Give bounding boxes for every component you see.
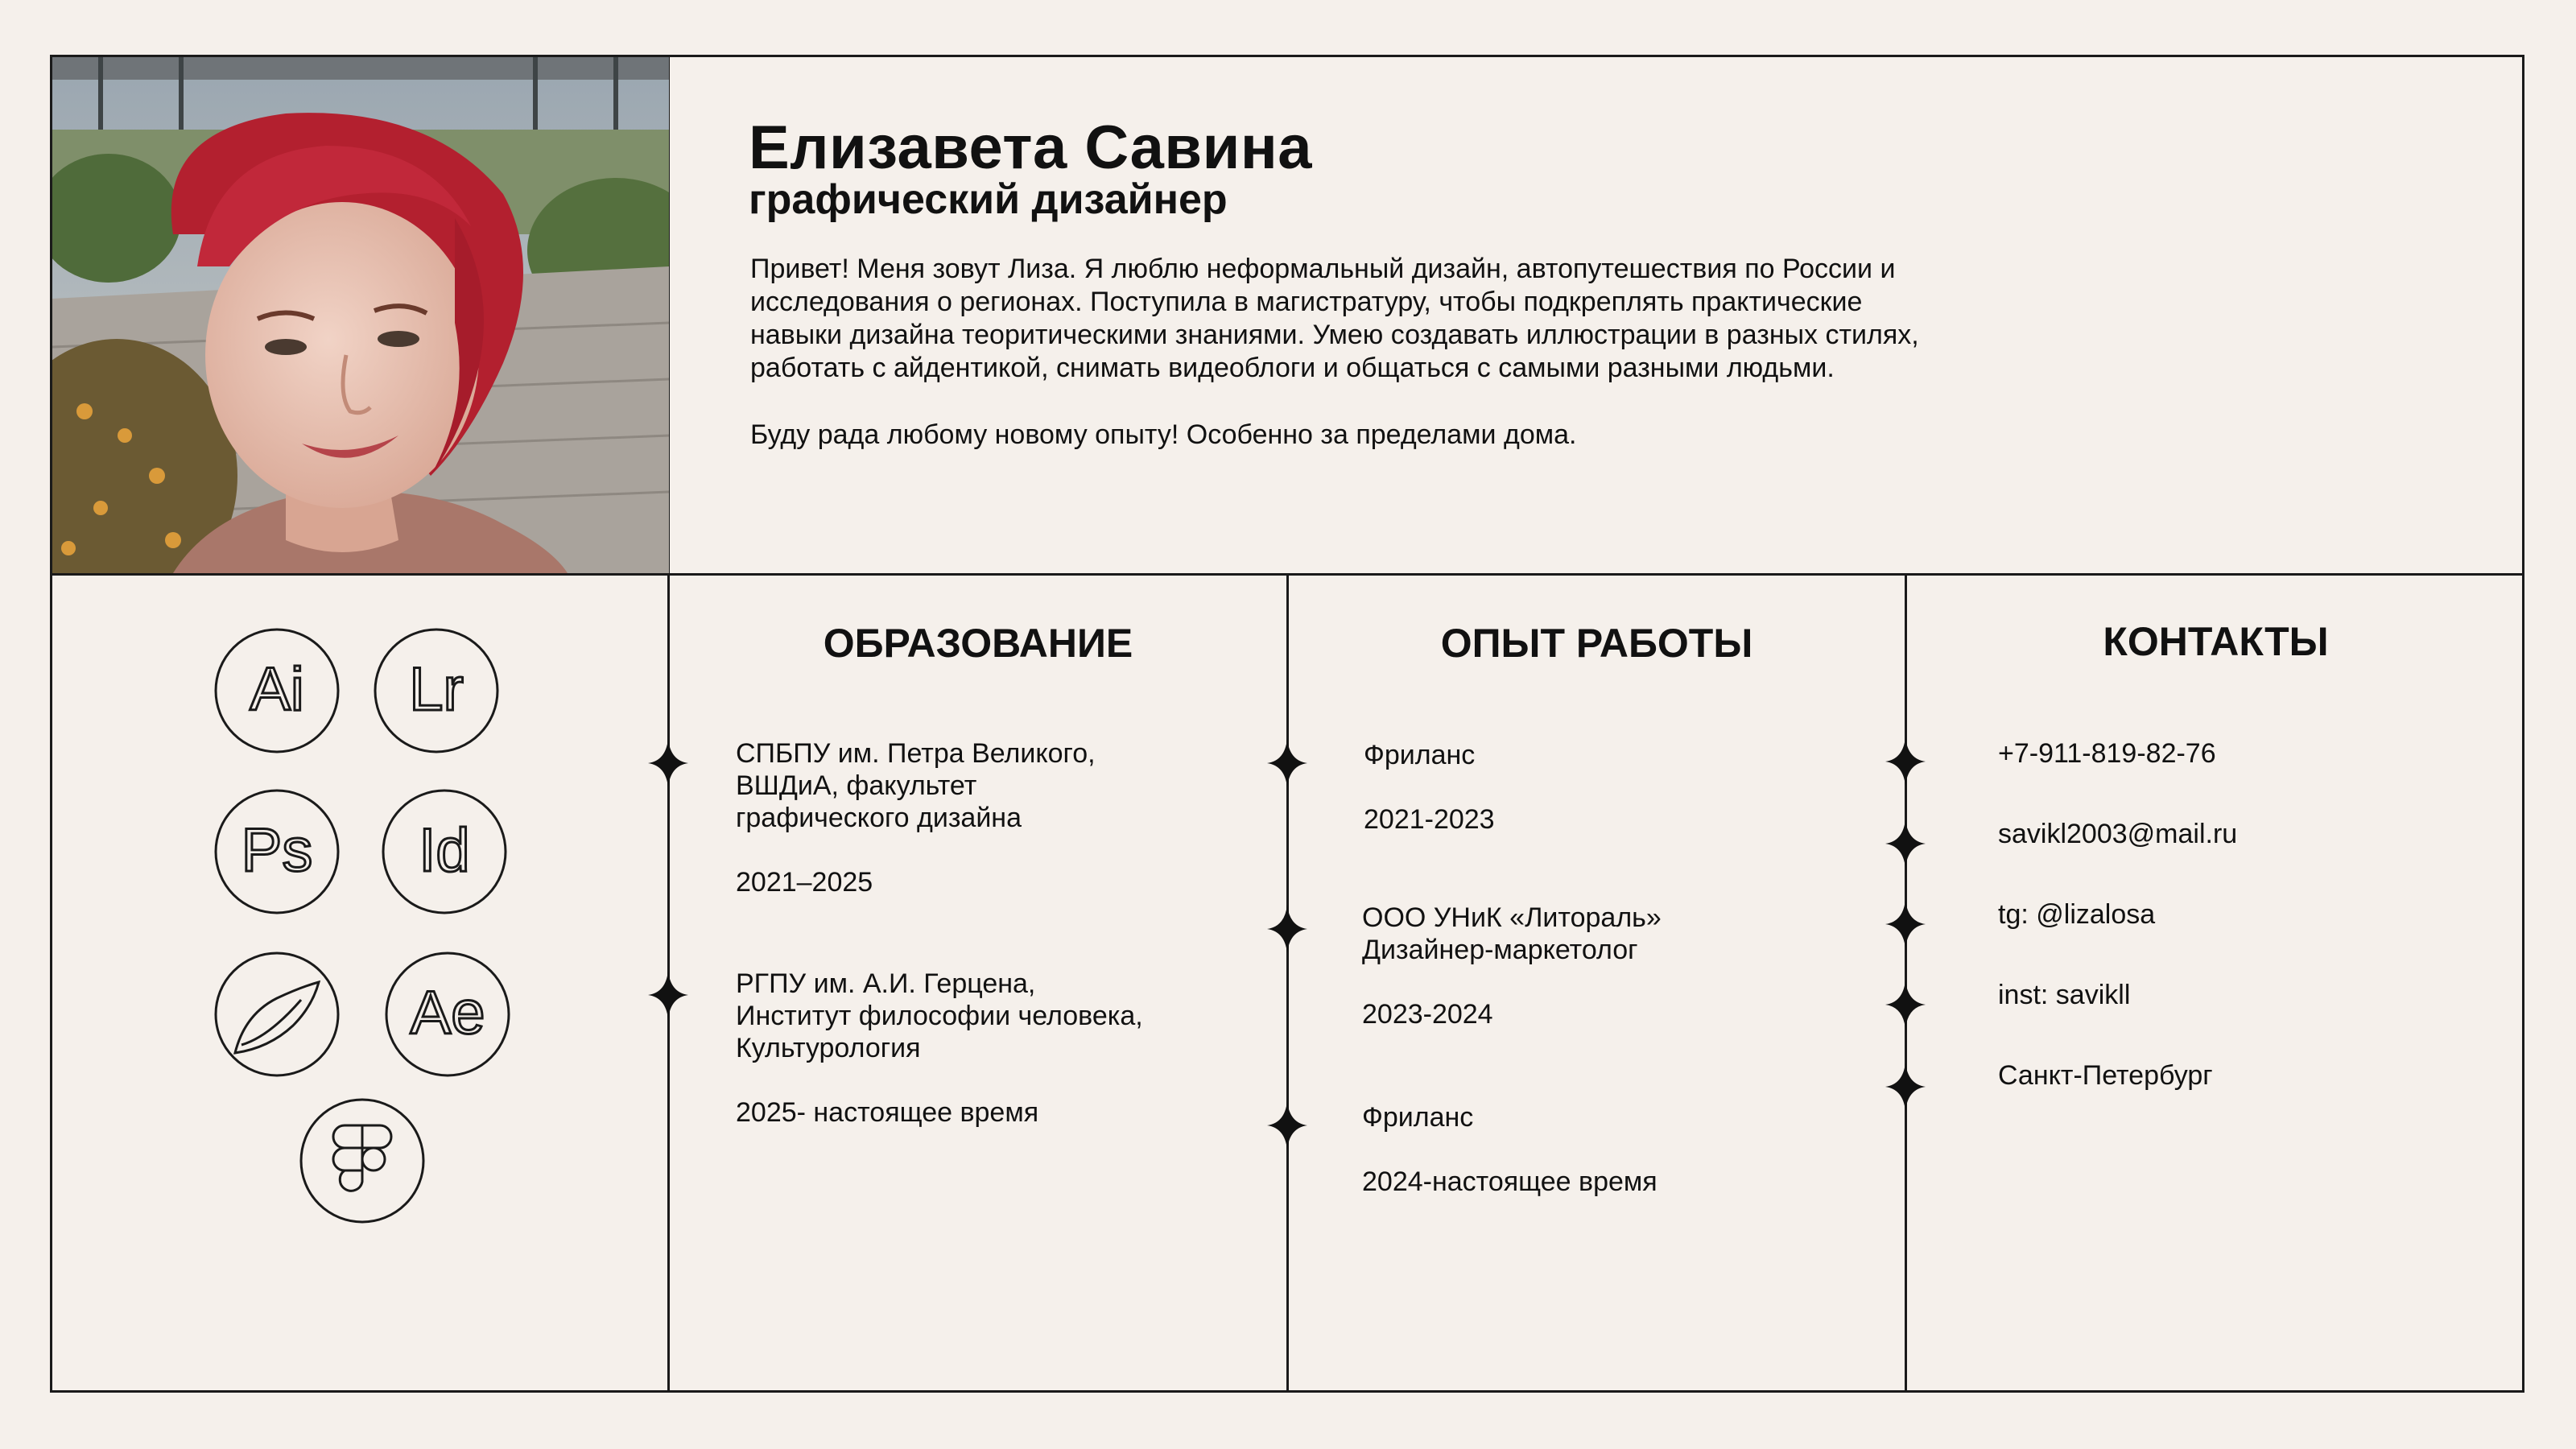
experience-position: Фриланс xyxy=(1364,740,1476,770)
bullet-star-icon xyxy=(1267,1101,1307,1150)
contacts-title: КОНТАКТЫ xyxy=(2103,619,2329,664)
experience-entry xyxy=(1362,902,1662,1030)
bullet-star-icon xyxy=(1885,980,1926,1029)
divider-education xyxy=(1286,573,1289,1393)
procreate-icon xyxy=(213,950,341,1079)
bio-paragraph: Привет! Меня зовут Лиза. Я люблю неформальный дизайн, автопутешествия по России и исследования о регионах. Поступила в магистратуру, чтобы подкреплять практические навыки дизайна теоритическими знаниями. Умею создавать иллюстрации в разных стилях, работать с айдентикой, снимать видеоблоги и общаться с самыми разными людьми. xyxy=(750,254,1919,383)
bullet-star-icon xyxy=(1267,905,1307,953)
bio-text xyxy=(750,253,1942,485)
bullet-star-icon xyxy=(648,971,688,1019)
contact-telegram[interactable]: tg: @lizalosa xyxy=(1998,899,2156,930)
person-role: графический дизайнер xyxy=(749,176,1228,223)
illustrator-label: Ai xyxy=(250,655,304,724)
contact-email[interactable]: savikl2003@mail.ru xyxy=(1998,819,2238,849)
education-years: 2021–2025 xyxy=(736,867,873,898)
illustrator-icon xyxy=(213,626,341,755)
education-title: ОБРАЗОВАНИЕ xyxy=(823,621,1133,666)
photoshop-label: Ps xyxy=(241,816,313,885)
after-effects-icon xyxy=(383,950,512,1079)
experience-years: 2021-2023 xyxy=(1364,804,1495,835)
education-institution: СПБПУ им. Петра Великого, xyxy=(736,738,1096,769)
contact-city: Санкт-Петербург xyxy=(1998,1060,2213,1091)
profile-photo xyxy=(52,57,669,573)
education-institution: РГПУ им. А.И. Герцена, xyxy=(736,968,1036,999)
experience-entry xyxy=(1364,739,1495,836)
figma-icon xyxy=(298,1096,427,1225)
contact-instagram[interactable]: inst: savikll xyxy=(1998,980,2131,1010)
education-department: Институт философии человека, xyxy=(736,1001,1143,1031)
education-program: Культурология xyxy=(736,1033,921,1063)
education-department: ВШДиА, факультет xyxy=(736,770,977,801)
experience-company: ООО УНиК «Литораль» xyxy=(1362,902,1662,933)
experience-position: Дизайнер-маркетолог xyxy=(1362,935,1638,965)
photoshop-icon xyxy=(213,787,341,916)
bullet-star-icon xyxy=(1885,900,1926,948)
education-years: 2025- настоящее время xyxy=(736,1097,1039,1128)
bio-paragraph: Буду рада любому новому опыту! Особенно за пределами дома. xyxy=(750,419,1577,450)
education-entry xyxy=(736,968,1143,1129)
education-program: графического дизайна xyxy=(736,803,1022,833)
contact-phone[interactable]: +7-911-819-82-76 xyxy=(1998,738,2216,769)
bullet-star-icon xyxy=(1885,1063,1926,1111)
experience-years: 2023-2024 xyxy=(1362,999,1493,1030)
bullet-star-icon xyxy=(648,739,688,787)
indesign-icon xyxy=(380,787,509,916)
experience-years: 2024-настоящее время xyxy=(1362,1166,1657,1197)
experience-title: ОПЫТ РАБОТЫ xyxy=(1440,621,1753,666)
lightroom-icon xyxy=(372,626,501,755)
experience-entry xyxy=(1362,1101,1657,1198)
lightroom-label: Lr xyxy=(409,655,464,724)
indesign-label: Id xyxy=(419,816,470,885)
bullet-star-icon xyxy=(1267,739,1307,787)
after-effects-label: Ae xyxy=(410,979,485,1047)
experience-position: Фриланс xyxy=(1362,1102,1474,1133)
education-entry xyxy=(736,737,1096,898)
bullet-star-icon xyxy=(1885,737,1926,786)
person-name: Елизавета Савина xyxy=(749,114,1313,182)
bullet-star-icon xyxy=(1885,819,1926,868)
